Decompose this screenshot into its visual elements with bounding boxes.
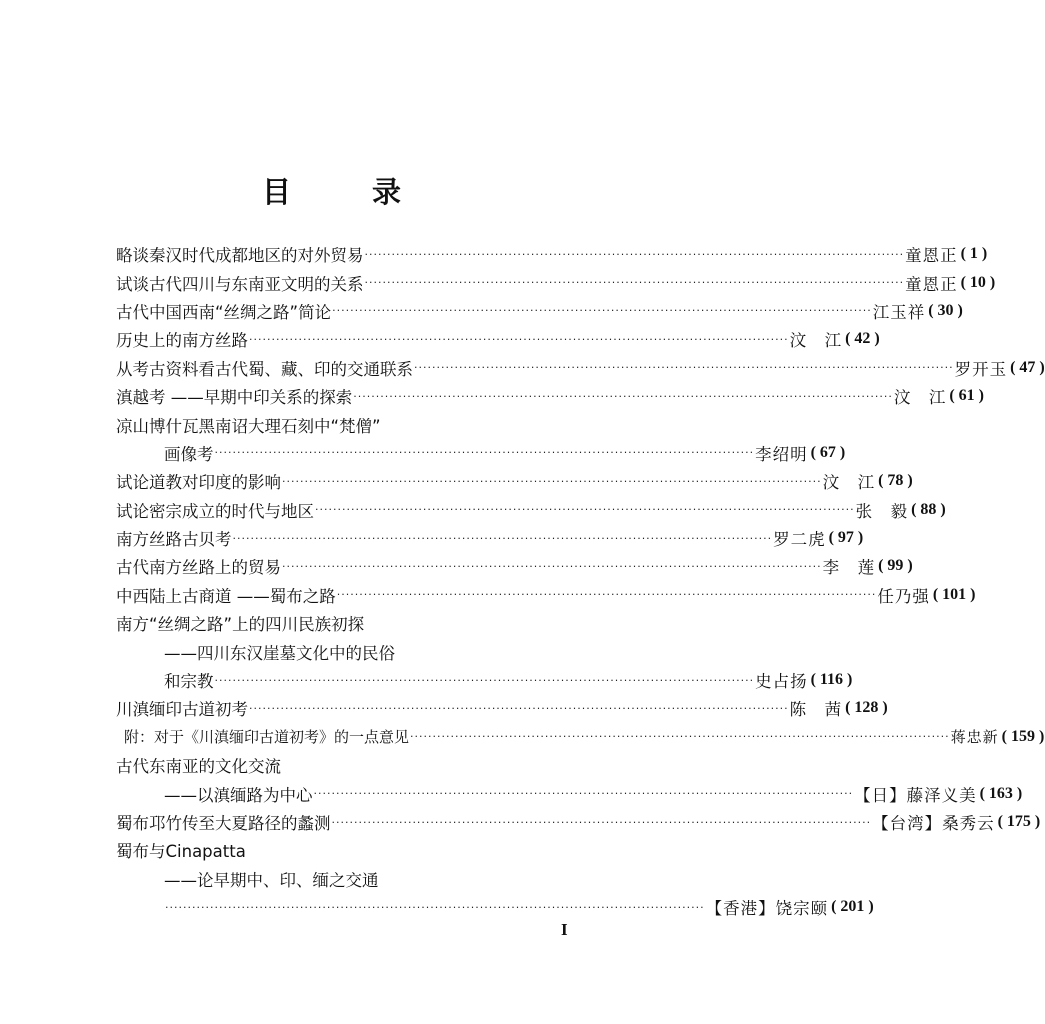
entry-page-number: 47 [1019,358,1036,376]
entry-author: 张 毅 [855,501,909,521]
toc-entry-line [116,865,598,893]
entry-author: 汶 江 [789,331,843,351]
dot-leader: ························································································································ [282,474,822,488]
toc-entry-line [116,836,598,864]
dot-leader: ························································································································ [336,588,877,602]
entry-title: 从考古资料看古代蜀、藏、印的交通联系 [116,359,413,379]
dot-leader: ························································································································ [364,276,905,290]
entry-title: ——论早期中、印、缅之交通 [164,870,379,890]
entry-title: 南方丝路古贝考 [116,530,232,550]
entry-page: ( 159 ) [1001,727,1045,745]
entry-title: 川滇缅印古道初考 [116,700,248,720]
entry-page: ( 99 ) [878,557,913,575]
entry-page-number: 99 [887,557,904,575]
toc-entry [116,240,988,268]
entry-author: 李 莲 [822,558,876,578]
entry-title: 古代南方丝路上的贸易 [116,558,281,578]
entry-title: 古代中国西南“丝绸之路”简论 [116,302,332,322]
entry-author: 罗二虎 [773,530,826,550]
page-number: I [561,920,568,939]
toc-heading-char: 录 [372,175,402,209]
entry-page: ( 101 ) [932,585,976,603]
entry-author: 李绍明 [755,444,808,464]
toc-entry [116,893,874,921]
entry-page-number: 78 [887,472,904,490]
entry-page: ( 78 ) [878,472,913,490]
entry-page: ( 175 ) [997,813,1041,830]
entry-title: 试论道教对印度的影响 [116,473,281,493]
entry-page: ( 88 ) [911,500,946,518]
toc-entry [116,496,946,524]
toc-entry-line [116,609,598,637]
entry-page-number: 61 [958,387,975,405]
dot-leader: ························································································································ [332,304,872,318]
toc-entry [116,694,888,722]
entry-page-number: 101 [942,585,967,603]
entry-author: 罗开玉 [954,359,1008,379]
entry-author: 陈 茜 [789,700,843,720]
entry-page: ( 10 ) [960,273,996,291]
dot-leader: ························································································································ [414,361,954,375]
entry-page-number: 10 [969,273,986,291]
entry-author: 【台湾】桑秀云 [872,814,995,833]
entry-title: 凉山博什瓦黑南诏大理石刻中“梵僧” [116,416,381,436]
toc-entry-line [116,751,598,779]
dot-leader: ························································································································ [364,247,905,261]
entry-author: 江玉祥 [872,302,926,322]
toc-entry [116,297,963,325]
entry-title: 古代东南亚的文化交流 [116,757,281,777]
toc-entry [116,723,1045,751]
entry-page-number: 175 [1006,813,1031,830]
entry-author: 史占扬 [755,672,808,692]
toc-entry-line [116,410,598,438]
entry-title: 历史上的南方丝路 [116,331,248,351]
entry-page-number: 201 [840,898,865,916]
toc-entry [116,666,853,694]
dot-leader: ························································································································ [315,503,855,517]
toc-entry [116,808,1041,836]
entry-page-number: 42 [854,330,871,348]
entry-title: ——以滇缅路为中心 [164,785,313,805]
toc-entry [116,382,984,410]
entry-page: ( 116 ) [810,671,853,689]
entry-page: ( 61 ) [949,387,984,405]
entry-page-number: 116 [819,671,844,689]
toc-entry [116,325,880,353]
toc-entry [116,552,913,580]
entry-title: 画像考 [164,444,214,464]
entry-page: ( 128 ) [845,699,888,717]
dot-leader: ························································································································ [232,531,773,545]
table-of-contents [116,240,1045,921]
toc-entry [116,779,1023,807]
entry-page: ( 42 ) [845,330,880,348]
entry-author: 任乃强 [877,586,930,606]
dot-leader: ························································································································ [214,446,755,460]
entry-title: 略谈秦汉时代成都地区的对外贸易 [116,246,364,266]
dot-leader: ························································································································ [282,559,822,573]
entry-title: 滇越考 ——早期中印关系的探索 [116,388,353,408]
entry-page-number: 30 [937,301,954,319]
toc-entry [116,467,913,495]
entry-page-number: 97 [837,529,854,547]
entry-author: 蒋忠新 [950,728,999,747]
entry-page: ( 163 ) [979,784,1023,802]
entry-page: ( 67 ) [810,443,846,461]
dot-leader: ························································································································ [331,815,872,829]
entry-page: ( 30 ) [928,301,963,319]
entry-page: ( 47 ) [1010,358,1045,376]
entry-author: 童恩正 [905,246,958,266]
entry-page: ( 1 ) [960,245,988,263]
entry-page-number: 88 [920,500,937,518]
toc-entry [116,439,846,467]
dot-leader: ························································································································ [165,900,705,914]
entry-page: ( 201 ) [831,898,874,916]
entry-page-number: 128 [854,699,879,717]
entry-title: 试谈古代四川与东南亚文明的关系 [116,274,364,294]
dot-leader: ························································································································ [353,389,893,403]
dot-leader: ························································································································ [313,787,854,801]
dot-leader: ························································································································ [410,730,950,744]
entry-title: 试论密宗成立的时代与地区 [116,501,314,521]
toc-entry [116,581,976,609]
entry-title: ——四川东汉崖墓文化中的民俗 [164,643,395,663]
dot-leader: ························································································································ [214,673,755,687]
entry-title: 南方“丝绸之路”上的四川民族初探 [116,615,365,635]
entry-title: 蜀布邛竹传至大夏路径的蠡测 [116,814,331,833]
entry-title: 蜀布与Cinapatta [116,842,246,862]
entry-title: 附：对于《川滇缅印古道初考》的一点意见 [124,728,410,747]
dot-leader: ························································································································ [249,701,789,715]
entry-author: 【香港】饶宗颐 [705,899,829,919]
toc-entry [116,354,1045,382]
entry-page-number: 159 [1010,727,1035,745]
entry-author: 汶 江 [822,473,876,493]
entry-page: ( 97 ) [828,529,864,547]
entry-author: 汶 江 [893,388,947,408]
entry-author: 【日】藤泽义美 [854,785,977,805]
entry-author: 童恩正 [905,274,958,294]
entry-title: 和宗教 [164,672,214,692]
entry-title: 中西陆上古商道 ——蜀布之路 [116,586,336,606]
toc-heading-char: 目 [262,175,292,209]
dot-leader: ························································································································ [249,332,789,346]
entry-page-number: 163 [988,784,1013,802]
toc-entry [116,268,996,296]
entry-page-number: 1 [969,245,978,263]
toc-entry [116,524,864,552]
entry-page-number: 67 [819,443,836,461]
toc-entry-line [116,637,598,665]
